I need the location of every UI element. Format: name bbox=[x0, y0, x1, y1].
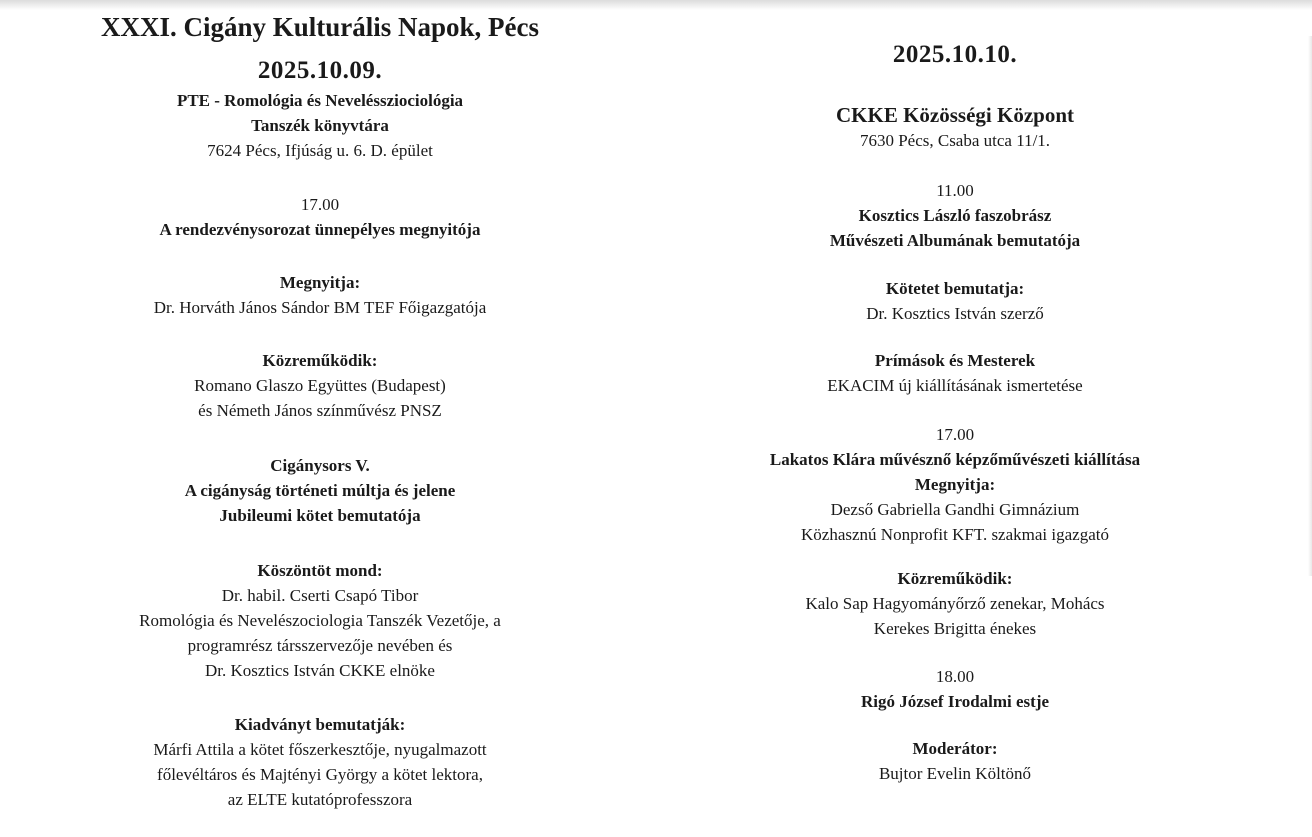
day2-address: 7630 Pécs, Csaba utca 11/1. bbox=[859, 131, 1051, 150]
day2-literary-evening: 18.00 Rigó József Irodalmi estje bbox=[690, 664, 1220, 714]
day1-venue: PTE - Romológia és Neveléssziociológia Tanszék könyvtára 7624 Pécs, Ifjúság u. 6. D. épület bbox=[50, 88, 590, 163]
day1-presenters: Kiadványt bemutatják: Márfi Attila a kötet főszerkesztője, nyugalmazott főlevéltáros és Majtényi György a kötet lektora, az ELTE kutatóprofesszora bbox=[153, 715, 487, 809]
day2-date: 2025.10.10. bbox=[892, 41, 1018, 68]
day2-time-1800: 18.00 bbox=[935, 667, 975, 686]
day2-album-presenter: Kötetet bemutatja: Dr. Kosztics István szerző bbox=[866, 279, 1044, 323]
scan-top-edge bbox=[0, 0, 1312, 10]
day1-opening: 17.00 A rendezvénysorozat ünnepélyes megnyitója bbox=[50, 192, 590, 242]
scan-right-edge bbox=[1308, 36, 1312, 576]
day1-opened-by: Megnyitja: Dr. Horváth János Sándor BM TEF Főigazgatója bbox=[153, 273, 487, 317]
day2-moderator: Moderátor: Bujtor Evelin Költönő bbox=[878, 739, 1032, 783]
day1-greeting: Köszöntöt mond: Dr. habil. Cserti Csapó Tibor Romológia és Nevelészociologia Tanszék Vezetője, a programrész társszervezője nevében és Dr. Kosztics István CKKE elnöke bbox=[139, 561, 501, 680]
day2-album: 11.00 Kosztics László faszobrász Művészeti Albumának bemutatója bbox=[690, 178, 1220, 253]
day2-time-1100: 11.00 bbox=[936, 181, 974, 200]
day1-date: 2025.10.09. bbox=[257, 57, 383, 84]
day2-participants: Közreműködik: Kalo Sap Hagyományőrző zenekar, Mohács Kerekes Brigitta énekes bbox=[805, 569, 1105, 638]
day1-participants: Közreműködik: Romano Glaszo Együttes (Budapest) és Németh János színművész PNSZ bbox=[194, 351, 446, 420]
day1-book: Cigánysors V. A cigányság történeti múltja és jelene Jubileumi kötet bemutatója bbox=[184, 456, 456, 525]
day1-time-1700: 17.00 bbox=[300, 195, 340, 214]
day2-exhibit: Prímások és Mesterek EKACIM új kiállításának ismertetése bbox=[827, 351, 1083, 395]
event-title: XXXI. Cigány Kulturális Napok, Pécs bbox=[100, 12, 540, 42]
day2-art-exhibit: 17.00 Lakatos Klára művésznő képzőművészeti kiállítása Megnyitja: Dezső Gabriella Gandhi Gimnázium Közhasznú Nonprofit KFT. szakmai igazgató bbox=[690, 422, 1220, 547]
day2-venue: CKKE Közösségi Központ 7630 Pécs, Csaba utca 11/1. bbox=[690, 102, 1220, 153]
day1-address: 7624 Pécs, Ifjúság u. 6. D. épület bbox=[207, 141, 433, 160]
day2-time-1700: 17.00 bbox=[935, 425, 975, 444]
